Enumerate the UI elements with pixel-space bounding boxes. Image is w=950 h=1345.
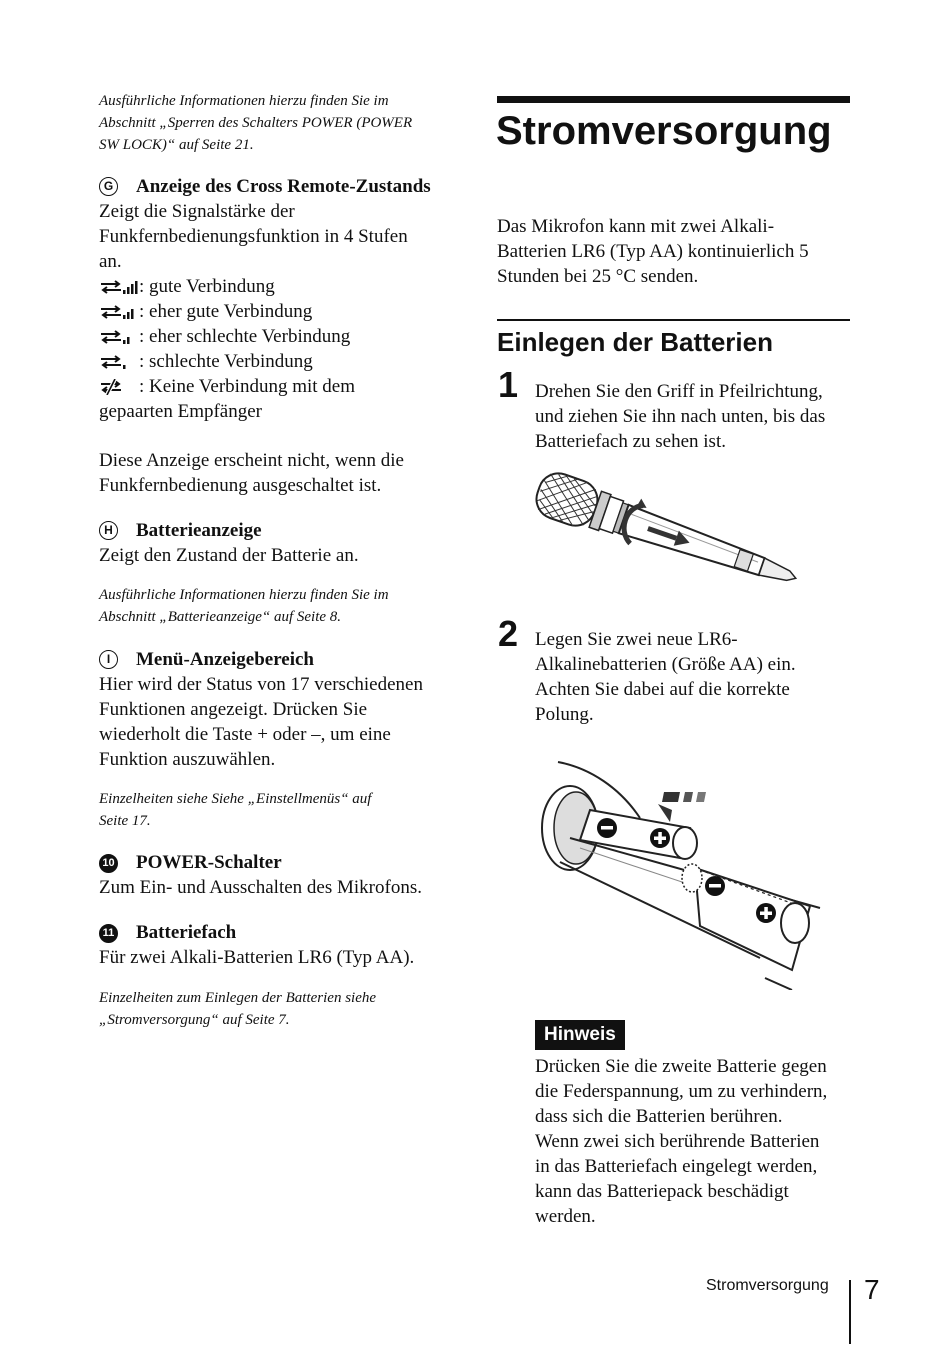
signal-level-continuation: gepaarten Empfänger xyxy=(99,401,262,422)
marker-h: H xyxy=(99,521,118,540)
footer-divider xyxy=(849,1280,851,1344)
body-line: und ziehen Sie ihn nach unten, bis das xyxy=(535,406,826,427)
note-line: Abschnitt „Sperren des Schalters POWER (POWER xyxy=(99,115,413,131)
note-line: Ausführliche Informationen hierzu finden Sie im xyxy=(99,93,389,109)
signal-level-text: : gute Verbindung xyxy=(139,276,275,297)
item-h-title: Batterieanzeige xyxy=(136,520,262,541)
item-i-title: Menü-Anzeigebereich xyxy=(136,649,314,670)
note-line: SW LOCK)“ auf Seite 21. xyxy=(99,137,254,153)
item-h-body: Zeigt den Zustand der Batterie an. xyxy=(99,545,359,566)
item-11-heading xyxy=(99,920,237,945)
body-line: wiederholt die Taste + oder –, um eine xyxy=(99,724,391,745)
signal-level-text: : eher gute Verbindung xyxy=(139,301,313,322)
body-line: an. xyxy=(99,251,122,272)
note-line: „Stromversorgung“ auf Seite 7. xyxy=(99,1012,290,1028)
signal-level-row xyxy=(99,274,459,299)
item-g-para2 xyxy=(99,448,459,498)
body-line: Legen Sie zwei neue LR6- xyxy=(535,629,738,650)
body-line: Funkfernbedienung ausgeschaltet ist. xyxy=(99,475,382,496)
item-10-body: Zum Ein- und Ausschalten des Mikrofons. xyxy=(99,877,422,898)
marker-i: I xyxy=(99,650,118,669)
section-heading: Stromversorgung xyxy=(496,109,832,153)
subheading-rule xyxy=(497,319,850,321)
body-line: die Federspannung, um zu verhindern, xyxy=(535,1081,828,1102)
body-line: Batterien LR6 (Typ AA) kontinuierlich 5 xyxy=(497,241,809,262)
footer-section-name: Stromversorgung xyxy=(706,1277,829,1294)
signal-level-row xyxy=(99,349,459,374)
item-11-title: Batteriefach xyxy=(136,922,237,943)
hinweis-label: Hinweis xyxy=(535,1020,625,1050)
page-number: 7 xyxy=(864,1274,880,1305)
step-2-number: 2 xyxy=(498,613,519,654)
battery-illustration xyxy=(530,758,830,990)
item-i-heading xyxy=(99,647,314,672)
body-line: Alkalinebatterien (Größe AA) ein. xyxy=(535,654,796,675)
intro-paragraph xyxy=(497,214,847,289)
microphone-illustration xyxy=(525,472,825,612)
note-einstellmenues xyxy=(99,788,459,832)
body-line: werden. xyxy=(535,1206,596,1227)
step-2-text xyxy=(535,627,855,727)
item-11-body: Für zwei Alkali-Batterien LR6 (Typ AA). xyxy=(99,947,415,968)
body-line: Funktion auszuwählen. xyxy=(99,749,276,770)
body-line: in das Batteriefach eingelegt werden, xyxy=(535,1156,818,1177)
note-line: Ausführliche Informationen hierzu finden Sie im xyxy=(99,587,389,603)
item-g-title: Anzeige des Cross Remote-Zustands xyxy=(136,176,431,197)
step-1-text xyxy=(535,379,855,454)
body-line: Polung. xyxy=(535,704,594,725)
body-line: Stunden bei 25 °C senden. xyxy=(497,266,699,287)
body-line: Drehen Sie den Griff in Pfeilrichtung, xyxy=(535,381,823,402)
note-line: Einzelheiten zum Einlegen der Batterien siehe xyxy=(99,990,377,1006)
body-line: Diese Anzeige erscheint nicht, wenn die xyxy=(99,450,404,471)
item-g-heading xyxy=(99,174,431,199)
body-line: Batteriefach zu sehen ist. xyxy=(535,431,726,452)
body-line: Das Mikrofon kann mit zwei Alkali- xyxy=(497,216,775,237)
hinweis-text xyxy=(535,1054,855,1229)
body-line: Funktionen angezeigt. Drücken Sie xyxy=(99,699,368,720)
signal-level-text: : schlechte Verbindung xyxy=(139,351,313,372)
note-batterieanzeige xyxy=(99,584,459,628)
note-line: Seite 17. xyxy=(99,813,151,829)
heading-rule xyxy=(497,96,850,103)
marker-g: G xyxy=(99,177,118,196)
body-line: kann das Batteriepack beschädigt xyxy=(535,1181,789,1202)
body-line: dass sich die Batterien berühren. xyxy=(535,1106,783,1127)
item-10-title: POWER-Schalter xyxy=(136,852,282,873)
body-line: Zeigt die Signalstärke der xyxy=(99,201,295,222)
item-h-heading xyxy=(99,518,262,543)
note-stromversorgung xyxy=(99,987,459,1031)
marker-10: 10 xyxy=(99,854,118,873)
body-line: Hier wird der Status von 17 verschiedenen xyxy=(99,674,423,695)
body-line: Achten Sie dabei auf die korrekte xyxy=(535,679,790,700)
item-10-heading xyxy=(99,850,282,875)
note-power-lock xyxy=(99,90,459,156)
body-line: Funkfernbedienungsfunktion in 4 Stufen xyxy=(99,226,408,247)
item-g-body xyxy=(99,199,459,274)
marker-11: 11 xyxy=(99,924,118,943)
note-line: Abschnitt „Batterieanzeige“ auf Seite 8. xyxy=(99,609,342,625)
signal-level-row xyxy=(99,374,459,399)
signal-level-row xyxy=(99,324,459,349)
note-line: Einzelheiten siehe Siehe „Einstellmenüs“ auf xyxy=(99,791,372,807)
signal-level-text: : eher schlechte Verbindung xyxy=(139,326,351,347)
signal-level-row xyxy=(99,299,459,324)
subheading: Einlegen der Batterien xyxy=(497,327,773,357)
body-line: Drücken Sie die zweite Batterie gegen xyxy=(535,1056,827,1077)
signal-level-list xyxy=(99,274,459,424)
body-line: Wenn zwei sich berührende Batterien xyxy=(535,1131,820,1152)
item-i-body xyxy=(99,672,469,772)
signal-level-text: : Keine Verbindung mit dem xyxy=(139,376,356,397)
step-1-number: 1 xyxy=(498,364,519,405)
